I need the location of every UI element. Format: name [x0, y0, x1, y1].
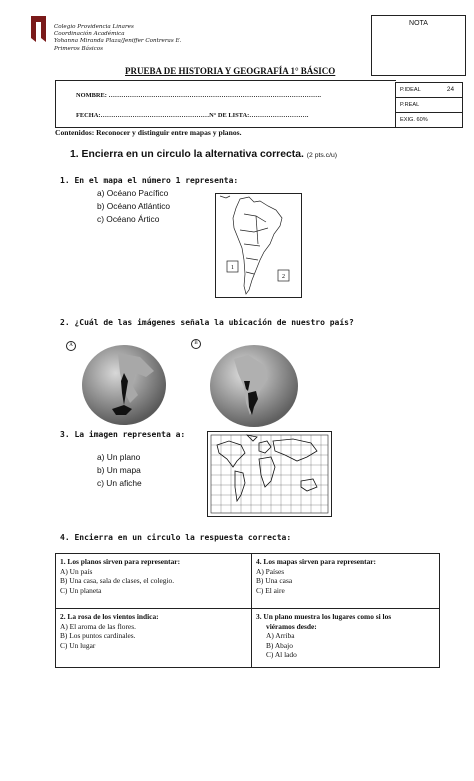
globe-a-label[interactable]: A [66, 341, 76, 351]
question-3-options [97, 451, 142, 490]
nombre-field[interactable]: NOMBRE: ………………………………………………………………………………………. [76, 92, 321, 99]
option-c[interactable]: C) Al lado [266, 650, 297, 660]
map-label-1: 1 [231, 265, 234, 271]
score-label: P.IDEAL [400, 87, 421, 93]
answers-table [55, 553, 440, 668]
option-c[interactable]: C) El aire [256, 585, 285, 595]
cell-title: 1. Los planos sirven para representar: [60, 557, 181, 566]
question-1-options [97, 187, 170, 226]
question-1: 1. En el mapa el número 1 representa: [60, 176, 239, 185]
option-b[interactable]: B) Una casa [256, 576, 293, 586]
option-a[interactable]: A) Arriba [266, 631, 295, 641]
table-cell-3 [256, 612, 436, 660]
nota-label: NOTA [409, 20, 428, 27]
cell-title: 2. La rosa de los vientos indica: [60, 612, 159, 621]
option-a[interactable]: A) Un país [60, 566, 93, 576]
south-america-map [215, 193, 302, 298]
option-c[interactable]: C) Un planeta [60, 585, 102, 595]
cell-title-line-2: viéramos desde: [266, 621, 317, 631]
option-c[interactable]: C) Un lugar [60, 640, 96, 650]
table-divider-horizontal [56, 608, 439, 609]
world-map-grid [207, 431, 332, 517]
table-cell-2 [60, 612, 159, 650]
option-a[interactable]: a) Océano Pacífico [97, 188, 169, 198]
option-c[interactable]: c) Un afiche [97, 478, 142, 488]
option-a[interactable]: A) Países [256, 566, 285, 576]
instruction-text: 1. Encierra en un circulo la alternativa correcta. [70, 149, 304, 160]
option-a[interactable]: a) Un plano [97, 452, 141, 462]
coordination: Coordinación Académica [54, 31, 125, 38]
score-box [395, 82, 463, 128]
cell-title: 4. Los mapas sirven para representar: [256, 557, 377, 566]
question-3: 3. La imagen representa a: [60, 430, 186, 439]
school-info [54, 24, 181, 53]
teachers: Yohanna Miranda Plaza/Jeniffer Contreras E. [54, 38, 182, 45]
option-b[interactable]: B) Los puntos cardinales. [60, 631, 136, 641]
school-logo [28, 14, 50, 44]
option-b[interactable]: b) Océano Atlántico [97, 201, 171, 211]
option-b[interactable]: B) Una casa, sala de clases, el colegio. [60, 576, 175, 586]
option-a[interactable]: A) El aroma de las flores. [60, 621, 136, 631]
nota-box [371, 15, 466, 76]
score-real [396, 98, 462, 113]
option-c[interactable]: c) Océano Ártico [97, 214, 160, 224]
fecha-field[interactable]: FECHA:……………………………………………N° DE LISTA:………………………. [76, 112, 309, 119]
question-4: 4. Encierra en un circulo la respuesta correcta: [60, 533, 292, 542]
globe-a[interactable] [80, 343, 168, 427]
cell-title: 3. Un plano muestra los lugares como si los [256, 612, 392, 621]
option-b[interactable]: B) Abajo [266, 640, 293, 650]
score-value: 24 [446, 86, 454, 93]
score-ideal [396, 83, 462, 98]
student-form [55, 80, 396, 128]
grade: Primeros Básicos [54, 45, 104, 52]
section-instruction [70, 149, 337, 160]
globe-b-label[interactable]: B [191, 339, 201, 349]
table-cell-4 [256, 557, 376, 595]
map-drawing [216, 194, 301, 297]
score-label: EXIG. 60% [400, 117, 428, 123]
score-exig [396, 113, 462, 127]
page-title: PRUEBA DE HISTORIA Y GEOGRAFÍA 1° BÁSICO [125, 66, 336, 76]
question-2: 2. ¿Cuál de las imágenes señala la ubicación de nuestro país? [60, 318, 354, 327]
option-b[interactable]: b) Un mapa [97, 465, 141, 475]
score-label: P.REAL [400, 102, 420, 108]
map-label-2: 2 [282, 274, 285, 280]
table-cell-1 [60, 557, 180, 595]
table-divider-vertical [251, 554, 252, 667]
points-note: (2 pts.c/u) [306, 152, 338, 159]
globe-b[interactable] [208, 343, 301, 429]
contenidos: Contenidos: Reconocer y distinguir entre mapas y planos. [55, 128, 242, 137]
school-name: Colegio Providencia Linares [54, 24, 134, 30]
